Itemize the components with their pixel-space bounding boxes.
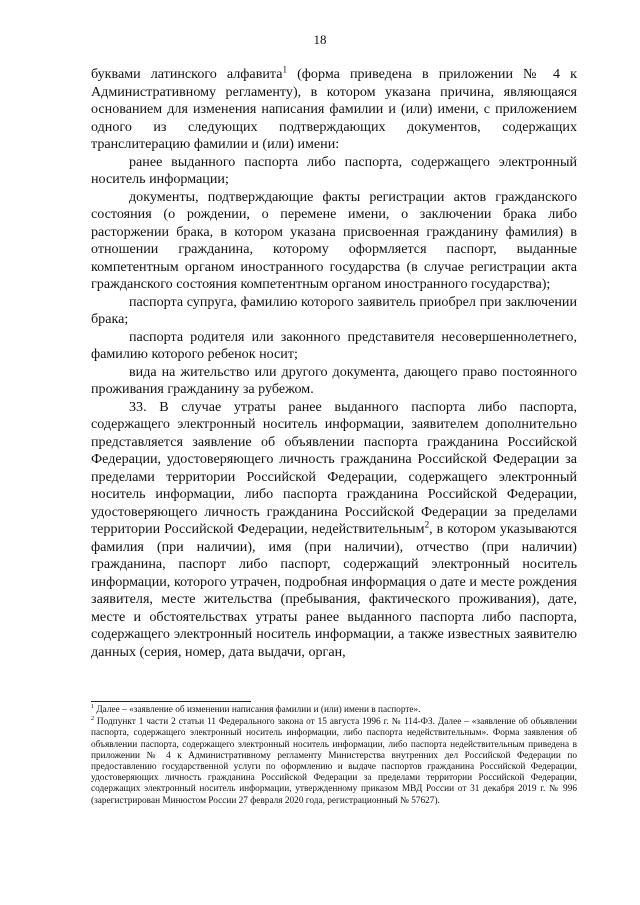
list-item-spouse-passport: паспорта супруга, фамилию которого заявитель приобрел при заключении брака; <box>91 293 577 327</box>
list-item-residence-permit: вида на жительство или другого документа, дающего право постоянного проживания гражданину за рубежом. <box>91 363 577 397</box>
list-item-previous-passport: ранее выданного паспорта либо паспорта, содержащего электронный носитель информации; <box>91 153 577 187</box>
list-item-civil-status-documents: документы, подтверждающие факты регистрации актов гражданского состояния (о рождении, о перемене имени, о заключении брака либо расторжении брака, в котором указана присвоенная гражданину фамилия) в отношении гражданина, которому оформляется паспорт, выданные компетентным органом иностранного государства (в случае регистрации акта гражданского состояния компетентным органом иностранного государства); <box>91 188 577 292</box>
paragraph-continuation: буквами латинского алфавита$^1$ (форма приведена в приложении № 4 к Административному регламенту), в котором указана причина, являющаяся основанием для изменения написания фамилии и (или) имени, с приложением одного из следующих подтверждающих документов, содержащих транслитерацию фамилии и (или) имени: <box>91 64 577 152</box>
footnote-2: $^2$ Подпункт 1 части 2 статьи 11 Федерального закона от 15 августа 1996 г. № 114-ФЗ. Далее – «заявление об объявлении паспорта, содержащего электронный носитель информации, либо паспорта недействительным». Форма заявления об объявлении паспорта, содержащего электронный носитель информации, либо паспорта недействительным приведена в приложении № 4 к Административному регламенту Министерства внутренних дел Российской Федерации по предоставлению государственной услуги по оформлению и выдаче паспортов гражданина Российской Федерации, удостоверяющих личность гражданина Российской Федерации за пределами территории Российской Федерации, содержащих электронный носитель информации, утвержденному приказом МВД России от 31 декабря 2019 г. № 996 (зарегистрирован Минюстом России 27 февраля 2020 года, регистрационный № 57627). <box>91 716 577 806</box>
body-text <box>91 66 577 661</box>
footnote-separator <box>91 701 251 702</box>
paragraph-33: 33. В случае утраты ранее выданного паспорта либо паспорта, содержащего электронный носитель информации, заявителем дополнительно представляется заявление об объявлении паспорта гражданина Российской Федерации, удостоверяющего личность гражданина Российской Федерации за пределами территории Российской Федерации, содержащего электронный носитель информации, либо паспорта гражданина Российской Федерации, удостоверяющего личность гражданина Российской Федерации за пределами территории Российской Федерации, недействительным$^2$, в котором указываются фамилия (при наличии), имя (при наличии), отчество (при наличии) гражданина, паспорт либо паспорт, содержащий электронный носитель информации, которого утрачен, подробная информация о дате и месте рождения заявителя, месте жительства (пребывания, фактического проживания), дате, месте и обстоятельствах утраты ранее выданного паспорта либо паспорта, содержащего электронный носитель информации, а также известных заявителю данных (серия, номер, дата выдачи, орган, <box>91 398 577 660</box>
footnote-ref-2: 2 <box>424 519 430 530</box>
page-number: 18 <box>313 32 327 47</box>
footnote-ref-1: 1 <box>282 64 288 75</box>
footnotes <box>91 705 577 808</box>
footnote-1: $^1$ Далее – «заявление об изменении написания фамилии и (или) имени в паспорте». <box>91 703 421 715</box>
list-item-parent-passport: паспорта родителя или законного представителя несовершеннолетнего, фамилию которого ребенок носит; <box>91 328 577 362</box>
